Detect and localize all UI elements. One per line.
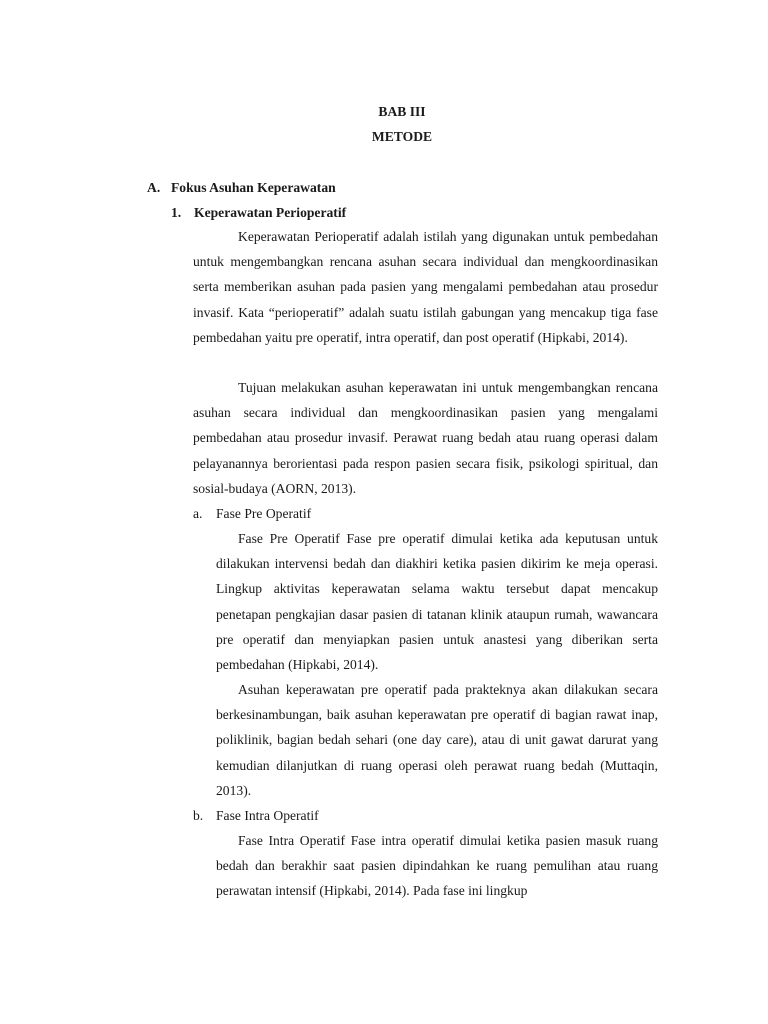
section-title: Fokus Asuhan Keperawatan — [171, 180, 336, 195]
chapter-number: BAB III — [378, 104, 426, 119]
list-item-marker: b. — [193, 808, 204, 823]
subsection-heading — [171, 200, 346, 225]
chapter-title: METODE — [371, 129, 433, 144]
subsection-title: Keperawatan Perioperatif — [194, 205, 347, 220]
paragraph-perioperatif-definition: Keperawatan Perioperatif adalah istilah yang digunakan untuk pembedahan untuk mengembangkan rencana asuhan secara individual dan mengkoordinasikan serta memberikan asuhan pada pasien yang mengalami pembedahan atau prosedur invasif. Kata “perioperatif” adalah suatu istilah gabungan yang mencakup tiga fase pembedahan yaitu pre operatif, intra operatif, dan post operatif (Hipkabi, 2014). — [193, 229, 658, 345]
section-marker: A. — [147, 180, 161, 195]
paragraph-perioperatif-purpose: Tujuan melakukan asuhan keperawatan ini untuk mengembangkan rencana asuhan secara individual dan mengkoordinasikan pasien yang mengalami pembedahan atau prosedur invasif. Perawat ruang bedah atau ruang operasi dalam pelayanannya berorientasi pada respon pasien secara fisik, psikologi spiritual, dan sosial-budaya (AORN, 2013). — [193, 380, 658, 496]
list-item-title: Fase Intra Operatif — [216, 808, 319, 823]
list-item-marker: a. — [193, 506, 203, 521]
subsection-marker: 1. — [171, 205, 182, 220]
list-item-heading — [193, 803, 319, 828]
section-heading — [147, 175, 336, 200]
list-item-title: Fase Pre Operatif — [216, 506, 312, 521]
paragraph-pre-operatif-1: Fase Pre Operatif Fase pre operatif dimulai ketika ada keputusan untuk dilakukan intervensi bedah dan diakhiri ketika pasien dikirim ke meja operasi. Lingkup aktivitas keperawatan selama waktu tersebut dapat mencakup penetapan pengkajian dasar pasien di tatanan klinik ataupun rumah, wawancara pre operatif dan menyiapkan pasien untuk anastesi yang diberikan serta pembedahan (Hipkabi, 2014). — [216, 531, 658, 673]
list-item-heading — [193, 501, 311, 526]
paragraph-pre-operatif-2: Asuhan keperawatan pre operatif pada prakteknya akan dilakukan secara berkesinambungan, baik asuhan keperawatan pre operatif di bagian rawat inap, poliklinik, bagian bedah sehari (one day care), atau di unit gawat darurat yang kemudian dilanjutkan di ruang operasi oleh perawat ruang bedah (Muttaqin, 2013). — [216, 682, 658, 798]
paragraph-intra-operatif-1: Fase Intra Operatif Fase intra operatif dimulai ketika pasien masuk ruang bedah dan berakhir saat pasien dipindahkan ke ruang pemulihan atau ruang perawatan intensif (Hipkabi, 2014). Pada fase ini lingkup — [216, 833, 658, 899]
